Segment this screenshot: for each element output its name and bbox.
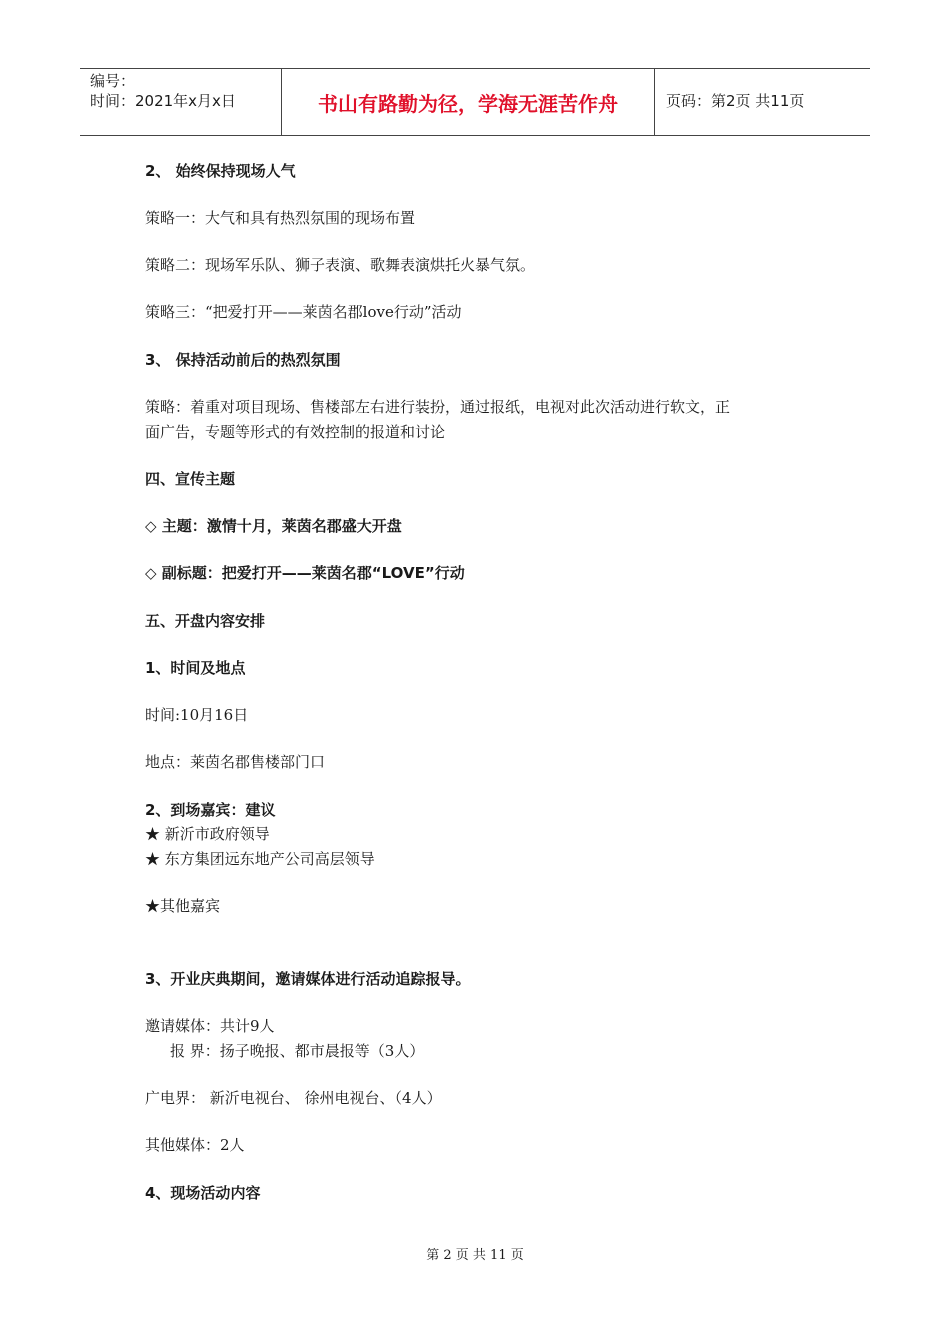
section-4-title: 四、宣传主题 [145, 470, 236, 488]
theme-subtitle: ◇ 副标题：把爱打开——莱茵名郡“LOVE”行动 [145, 564, 465, 582]
event-place: 地点：莱茵名郡售楼部门口 [145, 753, 326, 771]
header-motto: 书山有路勤为径，学海无涯苦作舟 [318, 91, 618, 116]
strategy-3: 策略三：“把爱打开——莱茵名郡love行动”活动 [145, 303, 462, 321]
strategy-1: 策略一：大气和具有热烈氛围的现场布置 [145, 209, 416, 227]
section-3-strategy-line-1: 策略：着重对项目现场、售楼部左右进行装扮，通过报纸，电视对此次活动进行软文，正 [145, 398, 731, 416]
header-page-info: 页码：第2页 共11页 [666, 92, 805, 110]
theme-main: ◇ 主题：激情十月，莱茵名郡盛大开盘 [145, 517, 402, 535]
guest-item: ★其他嘉宾 [145, 897, 221, 915]
section-3-strategy-line-2: 面广告，专题等形式的有效控制的报道和讨论 [145, 423, 446, 441]
item-1-title: 1、时间及地点 [145, 659, 246, 677]
guest-item: ★ 新沂市政府领导 [145, 825, 270, 843]
item-3-title: 3、开业庆典期间，邀请媒体进行活动追踪报导。 [145, 970, 471, 988]
media-broadcast: 广电界： 新沂电视台、 徐州电视台、（4人） [145, 1089, 442, 1107]
header-divider-right [654, 69, 655, 135]
strategy-2: 策略二：现场军乐队、狮子表演、歌舞表演烘托火暴气氛。 [145, 256, 536, 274]
header-date-label: 时间：2021年x月x日 [90, 92, 236, 110]
event-time: 时间:10月16日 [145, 706, 249, 724]
media-press: 报 界：扬子晚报、都市晨报等（3人） [170, 1042, 425, 1060]
media-total: 邀请媒体：共计9人 [145, 1017, 275, 1035]
section-5-title: 五、开盘内容安排 [145, 612, 266, 630]
item-4-title: 4、现场活动内容 [145, 1184, 261, 1202]
guest-item: ★ 东方集团远东地产公司高层领导 [145, 850, 375, 868]
section-3-title: 3、 保持活动前后的热烈氛围 [145, 351, 341, 369]
header-meta [90, 71, 236, 111]
section-2-title: 2、 始终保持现场人气 [145, 162, 296, 180]
media-other: 其他媒体：2人 [145, 1136, 245, 1154]
page-header [80, 68, 870, 136]
page-footer: 第 2 页 共 11 页 [426, 1248, 524, 1263]
header-number-label: 编号： [90, 72, 136, 90]
item-2-title: 2、到场嘉宾：建议 [145, 801, 276, 819]
